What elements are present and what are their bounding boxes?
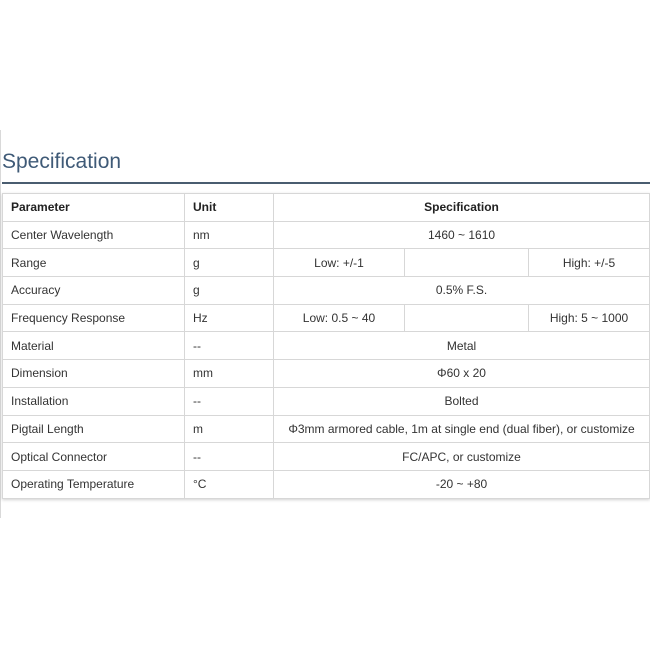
cell-spec: Metal bbox=[274, 332, 650, 360]
table-row bbox=[3, 304, 650, 332]
cell-spec-low: Low: +/-1 bbox=[274, 249, 405, 277]
cell-parameter: Optical Connector bbox=[3, 443, 185, 471]
cell-spec: -20 ~ +80 bbox=[274, 470, 650, 498]
cell-parameter: Operating Temperature bbox=[3, 470, 185, 498]
cell-spec-low: Low: 0.5 ~ 40 bbox=[274, 304, 405, 332]
cell-spec: 1460 ~ 1610 bbox=[274, 221, 650, 249]
cell-spec: Bolted bbox=[274, 387, 650, 415]
title-underline bbox=[2, 182, 650, 184]
cell-unit: Hz bbox=[185, 304, 274, 332]
header-unit: Unit bbox=[185, 194, 274, 222]
cell-spec-mid bbox=[405, 304, 529, 332]
header-parameter: Parameter bbox=[3, 194, 185, 222]
cell-parameter: Installation bbox=[3, 387, 185, 415]
table-row bbox=[3, 221, 650, 249]
table-row bbox=[3, 470, 650, 498]
cell-unit: g bbox=[185, 249, 274, 277]
table-row bbox=[3, 387, 650, 415]
cell-parameter: Center Wavelength bbox=[3, 221, 185, 249]
cell-unit: m bbox=[185, 415, 274, 443]
cell-parameter: Accuracy bbox=[3, 277, 185, 305]
table-row bbox=[3, 332, 650, 360]
cell-spec-high: High: +/-5 bbox=[529, 249, 650, 277]
cell-spec: Φ3mm armored cable, 1m at single end (dual fiber), or customize bbox=[274, 415, 650, 443]
cell-parameter: Range bbox=[3, 249, 185, 277]
table-row bbox=[3, 443, 650, 471]
cell-parameter: Dimension bbox=[3, 360, 185, 388]
table-row bbox=[3, 277, 650, 305]
cell-spec: FC/APC, or customize bbox=[274, 443, 650, 471]
cell-unit: °C bbox=[185, 470, 274, 498]
cell-spec: 0.5% F.S. bbox=[274, 277, 650, 305]
specification-table bbox=[2, 193, 650, 499]
cell-unit: g bbox=[185, 277, 274, 305]
cell-unit: mm bbox=[185, 360, 274, 388]
table-row bbox=[3, 360, 650, 388]
cell-parameter: Frequency Response bbox=[3, 304, 185, 332]
table-header-row bbox=[3, 194, 650, 222]
cell-unit: nm bbox=[185, 221, 274, 249]
cell-unit: -- bbox=[185, 387, 274, 415]
cell-spec: Φ60 x 20 bbox=[274, 360, 650, 388]
table-row bbox=[3, 249, 650, 277]
cell-spec-high: High: 5 ~ 1000 bbox=[529, 304, 650, 332]
header-specification: Specification bbox=[274, 194, 650, 222]
section-title: Specification bbox=[2, 150, 122, 173]
cell-unit: -- bbox=[185, 443, 274, 471]
table-row bbox=[3, 415, 650, 443]
cell-parameter: Material bbox=[3, 332, 185, 360]
cell-unit: -- bbox=[185, 332, 274, 360]
cell-parameter: Pigtail Length bbox=[3, 415, 185, 443]
left-border-rule bbox=[0, 130, 1, 518]
cell-spec-mid bbox=[405, 249, 529, 277]
